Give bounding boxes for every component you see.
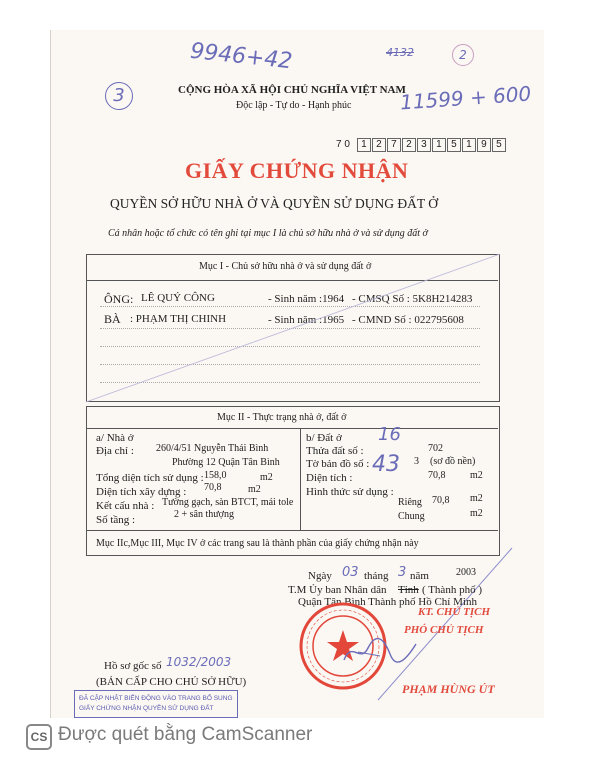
house-label: a/ Nhà ở bbox=[96, 432, 134, 444]
serial-digit: 1 bbox=[357, 138, 371, 152]
owner-id: - CMND Số : 022795608 bbox=[352, 314, 464, 326]
address-label: Địa chỉ : bbox=[96, 445, 134, 457]
issued-to-owner: (BẢN CẤP CHO CHỦ SỞ HỮU) bbox=[96, 676, 247, 688]
serial-digit: 3 bbox=[417, 138, 431, 152]
serial-digit: 2 bbox=[372, 138, 386, 152]
floors-label: Số tầng : bbox=[96, 514, 136, 526]
map-handwritten: 43 bbox=[372, 452, 400, 477]
serial-digit: 1 bbox=[432, 138, 446, 152]
circled-number-left: 3 bbox=[105, 82, 133, 110]
use-form-label: Hình thức sử dụng : bbox=[306, 486, 394, 498]
section-owners-heading: Mục I - Chủ sở hữu nhà ở và sử dụng đất ở bbox=[199, 261, 372, 272]
serial-digit: 1 bbox=[462, 138, 476, 152]
handwritten-number-right: 11599 + 600 bbox=[399, 81, 532, 115]
structure-label: Kết cấu nhà : bbox=[96, 500, 155, 512]
owner-birth-year: - Sinh năm :1965 bbox=[268, 314, 345, 326]
owner-name: LÊ QUÝ CÔNG bbox=[141, 292, 215, 304]
update-stamp-line1: ĐÃ CẬP NHẬT BIẾN ĐỘNG VÀO TRANG BỔ SUNG bbox=[79, 695, 233, 702]
built-area-unit: m2 bbox=[248, 484, 261, 495]
serial-digit: 9 bbox=[477, 138, 491, 152]
update-stamp bbox=[74, 690, 238, 718]
map-note: (sơ đồ nền) bbox=[430, 456, 476, 467]
land-area-value: 70,8 bbox=[428, 470, 446, 481]
signer-name: PHẠM HÙNG ÚT bbox=[402, 682, 495, 696]
owner-birth-year: - Sinh năm :1964 bbox=[268, 293, 345, 305]
date-day: 03 bbox=[342, 565, 359, 580]
land-area-label: Diện tích : bbox=[306, 472, 353, 484]
serial-prefix: 7 0 bbox=[336, 139, 350, 150]
parcel-label: Thửa đất số : bbox=[306, 445, 364, 457]
district-city: Quận Tân Bình Thành phố Hồ Chí Minh bbox=[298, 596, 477, 608]
house-ward-district: Phường 12 Quận Tân Bình bbox=[172, 457, 280, 468]
date-month: 3 bbox=[398, 565, 407, 580]
file-number-label: Hồ sơ gốc số bbox=[104, 660, 162, 672]
private-unit: m2 bbox=[470, 493, 483, 504]
circled-number-right: 2 bbox=[452, 44, 474, 66]
city-label: ( Thành phố ) bbox=[422, 584, 482, 596]
land-area-unit: m2 bbox=[470, 470, 483, 481]
handwritten-struck-number: 4132 bbox=[386, 46, 414, 59]
owner-title: BÀ bbox=[104, 312, 121, 326]
committee-label: T.M Ủy ban Nhân dân bbox=[288, 584, 387, 596]
owner-title: ÔNG: bbox=[104, 292, 134, 306]
date-prefix: Ngày bbox=[308, 570, 332, 582]
date-year: 2003 bbox=[456, 567, 476, 578]
total-area-unit: m2 bbox=[260, 472, 273, 483]
total-area-label: Tổng diện tích sử dụng : bbox=[96, 472, 204, 484]
serial-digit: 5 bbox=[447, 138, 461, 152]
shared-unit: m2 bbox=[470, 508, 483, 519]
owner-name: : PHẠM THỊ CHINH bbox=[130, 313, 227, 325]
date-year-label: năm bbox=[410, 570, 429, 582]
owner-id: - CMSQ Số : 5K8H214283 bbox=[352, 293, 473, 305]
national-motto: Độc lập - Tự do - Hạnh phúc bbox=[236, 100, 352, 111]
republic-heading: CỘNG HÒA XÃ HỘI CHỦ NGHĨA VIỆT NAM bbox=[178, 84, 406, 96]
update-stamp-line2: GIẤY CHỨNG NHẬN QUYỀN SỬ DỤNG ĐẤT bbox=[79, 705, 214, 712]
shared-label: Chung bbox=[398, 511, 425, 522]
stamp-role-deputy: KT. CHỦ TỊCH bbox=[418, 606, 491, 618]
parcel-value: 702 bbox=[428, 443, 443, 454]
certificate-title: GIẤY CHỨNG NHẬN bbox=[185, 158, 409, 183]
camscanner-logo: CS bbox=[26, 724, 52, 750]
built-area-value: 70,8 bbox=[204, 482, 222, 493]
floors-value: 2 + sân thượng bbox=[174, 509, 234, 520]
continuation-note: Mục IIc,Mục III, Mục IV ở các trang sau là thành phần của giấy chứng nhận này bbox=[96, 538, 419, 549]
map-value: 3 bbox=[414, 456, 419, 467]
land-label: b/ Đất ở bbox=[306, 432, 342, 444]
house-address: 260/4/51 Nguyễn Thái Bình bbox=[156, 443, 269, 454]
section-property-heading: Mục II - Thực trạng nhà ở, đất ở bbox=[217, 412, 347, 423]
province-struck: Tỉnh bbox=[398, 584, 419, 596]
date-month-label: tháng bbox=[364, 570, 389, 582]
map-label: Tờ bản đồ số : bbox=[306, 458, 370, 470]
private-label: Riêng bbox=[398, 497, 422, 508]
serial-digit: 5 bbox=[492, 138, 506, 152]
file-number: 1032/2003 bbox=[166, 655, 232, 669]
parcel-handwritten: 16 bbox=[378, 424, 401, 445]
total-area-value: 158,0 bbox=[204, 470, 227, 481]
camscanner-watermark-text: Được quét bằng CamScanner bbox=[58, 724, 313, 745]
signature-scribble bbox=[340, 630, 420, 670]
certificate-subtitle: QUYỀN SỞ HỮU NHÀ Ở VÀ QUYỀN SỬ DỤNG ĐẤT Ở bbox=[110, 196, 438, 211]
private-value: 70,8 bbox=[432, 495, 450, 506]
handwritten-number-top: 9946+42 bbox=[188, 38, 294, 75]
stamp-role-vice-chair: PHÓ CHỦ TỊCH bbox=[404, 624, 484, 636]
built-area-label: Diện tích xây dựng : bbox=[96, 486, 187, 498]
intro-text: Cá nhân hoặc tổ chức có tên ghi tại mục I là chủ sở hữu nhà ở và sử dụng đất ở bbox=[108, 228, 428, 239]
structure-value: Tường gạch, sàn BTCT, mái tole bbox=[162, 497, 294, 508]
serial-digit: 7 bbox=[387, 138, 401, 152]
strike-line bbox=[86, 254, 500, 402]
serial-digit: 2 bbox=[402, 138, 416, 152]
